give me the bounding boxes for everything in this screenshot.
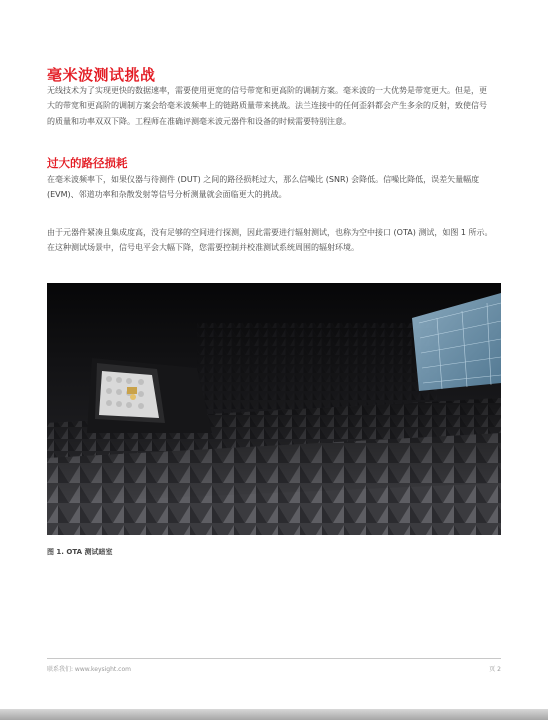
footer-divider bbox=[47, 658, 501, 659]
figure-caption: 图 1. OTA 测试暗室 bbox=[47, 548, 113, 556]
ota-chamber-photo bbox=[47, 283, 501, 535]
page-number: 页 2 bbox=[489, 666, 501, 673]
ota-paragraph: 由于元器件紧凑且集成度高，没有足够的空间进行探测，因此需要进行辐射测试，也称为空中接口 (OTA) 测试，如图 1 所示。在这种测试场景中，信号电平会大幅下降，您需要控制并校准测试系统周围的辐射环境。 bbox=[47, 228, 493, 253]
footer-contact[interactable]: 联系我们: www.keysight.com bbox=[47, 666, 131, 673]
page-bottom-bar bbox=[0, 709, 548, 720]
intro-paragraph: 无线技术为了实现更快的数据速率，需要使用更宽的信号带宽和更高阶的调制方案。毫米波的一大优势是带宽更大。但是，更大的带宽和更高阶的调制方案会给毫米波频率上的链路质量带来挑战。法兰连接中的任何歪斜都会产生多余的反射，致使信号的质量和功率双双下降。工程师在准确评测毫米波元器件和设备的时候需要特别注意。 bbox=[47, 86, 487, 126]
anechoic-chamber-illustration bbox=[47, 283, 501, 535]
section-title: 毫米波测试挑战 bbox=[47, 66, 156, 84]
path-loss-paragraph: 在毫米波频率下，如果仪器与待测件 (DUT) 之间的路径损耗过大，那么信噪比 (SNR) 会降低。信噪比降低，误差矢量幅度 (EVM)、邻道功率和杂散发射等信号分析测量就会面临更大的挑战。 bbox=[47, 175, 480, 200]
subsection-title: 过大的路径损耗 bbox=[47, 156, 128, 170]
